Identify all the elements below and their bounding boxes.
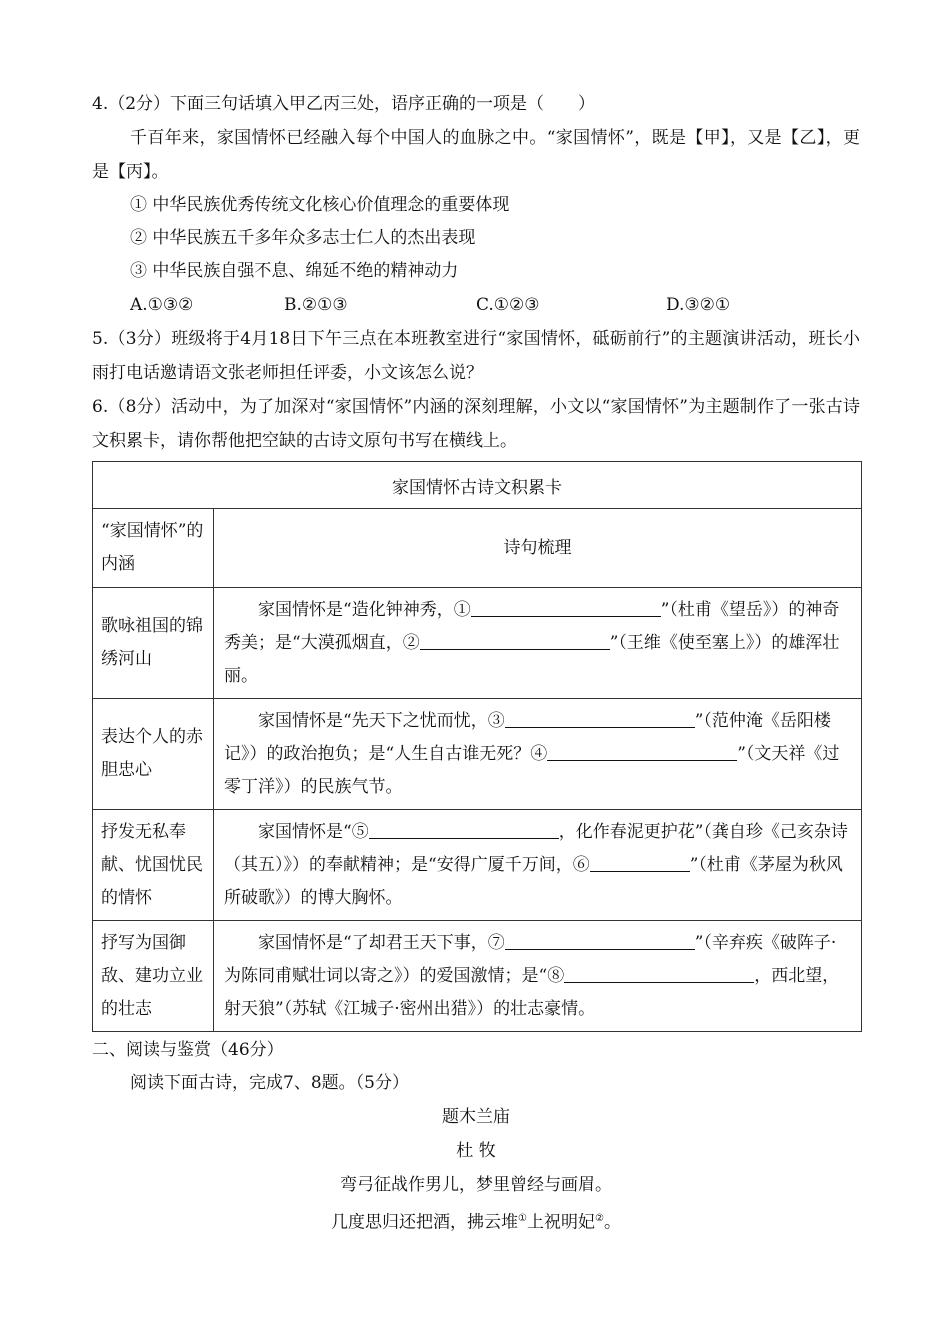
card-col2-header: 诗句梳理	[214, 509, 862, 588]
option-a[interactable]: A.①③②	[130, 295, 194, 315]
option-b[interactable]: B.②①③	[284, 295, 348, 315]
poem-line-2: 几度思归还把酒，拂云堆①上祝明妃②。	[331, 1212, 621, 1233]
q4-item-1: ① 中华民族优秀传统文化核心价值理念的重要体现	[130, 195, 510, 215]
option-c[interactable]: C.①②③	[476, 295, 540, 315]
answer-blank-1[interactable]	[471, 598, 661, 617]
row-content: 家国情怀是“了却君王天下事，⑦ ”（辛弃疾《破阵子·为陈同甫赋壮词以寄之》）的爱国激情；是“⑧ ，西北望，射天狼”（苏轼《江城子·密州出猎》）的壮志豪情。	[214, 921, 862, 1032]
answer-blank-5[interactable]	[369, 820, 559, 839]
option-d[interactable]: D.③②①	[666, 295, 731, 315]
row-label: 歌咏祖国的锦绣河山	[93, 588, 214, 699]
card-row	[93, 699, 862, 810]
q4-passage: 千百年来，家国情怀已经融入每个中国人的血脉之中。“家国情怀”，既是【甲】，又是【乙】，更是【丙】。	[92, 128, 860, 182]
row-content: 家国情怀是“造化钟神秀，① ”（杜甫《望岳》）的神奇秀美；是“大漠孤烟直，② ”（王维《使至塞上》）的雄浑壮丽。	[214, 588, 862, 699]
q5: 5.（3分）班级将于4月18日下午三点在本班教室进行“家国情怀，砥砺前行”的主题演讲活动，班长小雨打电话邀请语文张老师担任评委，小文该怎么说？	[92, 329, 860, 383]
poem-author: 杜 牧	[456, 1141, 496, 1161]
answer-blank-4[interactable]	[547, 742, 737, 761]
row-label: 抒发无私奉献、忧国忧民的情怀	[93, 810, 214, 921]
answer-blank-6[interactable]	[590, 853, 690, 872]
card-row	[93, 588, 862, 699]
q4-options	[92, 288, 860, 322]
poem-title: 题木兰庙	[442, 1107, 510, 1127]
reading-intro: 阅读下面古诗，完成7、8题。（5分）	[130, 1073, 409, 1093]
q4-stem: 4.（2分）下面三句话填入甲乙丙三处，语序正确的一项是（ ）	[92, 94, 596, 114]
footnote-marker-2: ②	[595, 1213, 604, 1224]
row-label: 抒写为国御敌、建功立业的壮志	[93, 921, 214, 1032]
q6: 6.（8分）活动中，为了加深对“家国情怀”内涵的深刻理解，小文以“家国情怀”为主题制作了一张古诗文积累卡，请你帮他把空缺的古诗文原句书写在横线上。	[92, 397, 860, 451]
row-label: 表达个人的赤胆忠心	[93, 699, 214, 810]
answer-blank-2[interactable]	[420, 631, 610, 650]
row-content: 家国情怀是“先天下之忧而忧，③ ”（范仲淹《岳阳楼记》）的政治抱负；是“人生自古谁无死？④ ”（文天祥《过零丁洋》）的民族气节。	[214, 699, 862, 810]
card-col1-header: “家国情怀”的内涵	[93, 509, 214, 588]
answer-blank-3[interactable]	[505, 709, 695, 728]
card-title: 家国情怀古诗文积累卡	[93, 462, 862, 509]
card-row	[93, 921, 862, 1032]
q4-item-3: ③ 中华民族自强不息、绵延不绝的精神动力	[130, 261, 459, 281]
q4-item-2: ② 中华民族五千多年众多志士仁人的杰出表现	[130, 228, 476, 248]
section-heading: 二、阅读与鉴赏（46分）	[92, 1040, 284, 1060]
card-row	[93, 810, 862, 921]
footnote-marker-1: ①	[518, 1213, 527, 1224]
answer-blank-7[interactable]	[505, 931, 695, 950]
exam-page	[92, 88, 860, 1240]
accumulation-card	[92, 461, 862, 1032]
row-content: 家国情怀是“⑤ ，化作春泥更护花”（龚自珍《己亥杂诗（其五）》）的奉献精神；是“安得广厦千万间，⑥ ”（杜甫《茅屋为秋风所破歌》）的博大胸怀。	[214, 810, 862, 921]
answer-blank-8[interactable]	[564, 964, 754, 983]
poem-line-1: 弯弓征战作男儿，梦里曾经与画眉。	[340, 1175, 612, 1195]
